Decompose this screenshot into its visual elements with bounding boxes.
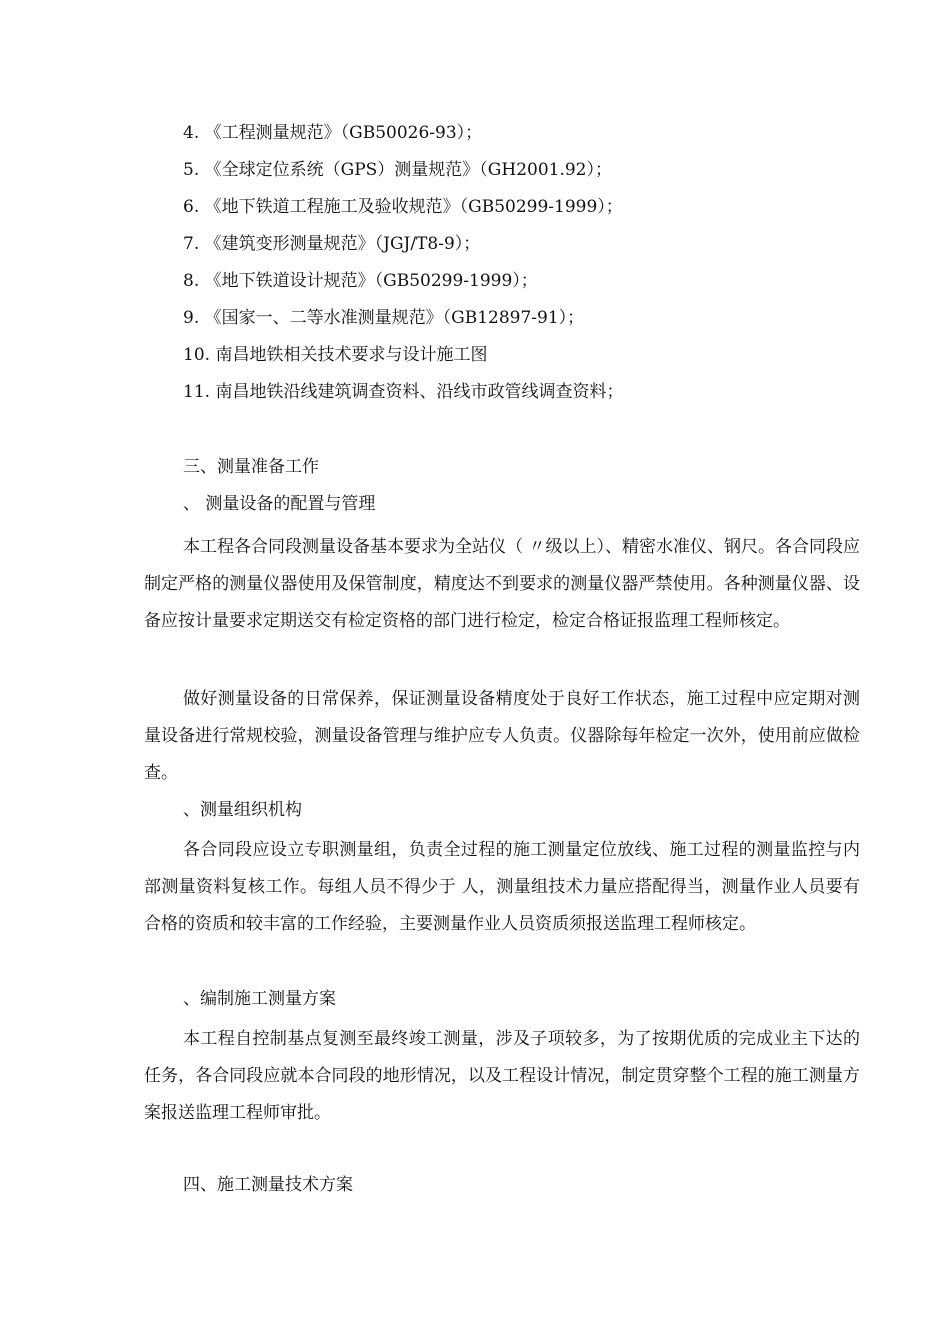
paragraph: 本工程各合同段测量设备基本要求为全站仪（ 〃级以上）、精密水准仪、钢尺。各合同段应制定严格的测量仪器使用及保管制度，精度达不到要求的测量仪器严禁使用。各种测量仪器、设备应按计量要求定期送交有检定资格的部门进行检定，检定合格证报监理工程师核定。 — [144, 537, 860, 631]
reference-item: 5. 《全球定位系统（GPS）测量规范》（GH2001.92）； — [183, 160, 612, 180]
reference-item: 10. 南昌地铁相关技术要求与设计施工图 — [183, 345, 488, 365]
subsection-heading: 、编制施工测量方案 — [183, 989, 336, 1009]
reference-item: 6. 《地下铁道工程施工及验收规范》（GB50299-1999）； — [183, 197, 623, 217]
reference-item: 8. 《地下铁道设计规范》（GB50299-1999）； — [183, 271, 538, 291]
section-heading: 四、施工测量技术方案 — [183, 1175, 353, 1195]
reference-item: 9. 《国家一、二等水准测量规范》（GB12897-91）； — [183, 308, 585, 328]
reference-item: 4. 《工程测量规范》（GB50026-93）； — [183, 123, 483, 143]
subsection-heading: 、 测量设备的配置与管理 — [183, 494, 376, 514]
section-heading: 三、测量准备工作 — [183, 457, 319, 477]
reference-item: 7. 《建筑变形测量规范》（JGJ/T8-9）； — [183, 234, 481, 254]
reference-item: 11. 南昌地铁沿线建筑调查资料、沿线市政管线调查资料； — [183, 382, 624, 402]
paragraph: 各合同段应设立专职测量组，负责全过程的施工测量定位放线、施工过程的测量监控与内部测量资料复核工作。每组人员不得少于 人，测量组技术力量应搭配得当，测量作业人员要有合格的资质和较丰富的工作经验，主要测量作业人员资质须报送监理工程师核定。 — [144, 840, 860, 934]
paragraph: 做好测量设备的日常保养，保证测量设备精度处于良好工作状态，施工过程中应定期对测量设备进行常规校验，测量设备管理与维护应专人负责。仪器除每年检定一次外，使用前应做检查。 — [144, 689, 860, 783]
subsection-heading: 、测量组织机构 — [183, 800, 302, 820]
paragraph: 本工程自控制基点复测至最终竣工测量，涉及子项较多，为了按期优质的完成业主下达的任务，各合同段应就本合同段的地形情况，以及工程设计情况，制定贯穿整个工程的施工测量方案报送监理工程师审批。 — [144, 1029, 860, 1123]
